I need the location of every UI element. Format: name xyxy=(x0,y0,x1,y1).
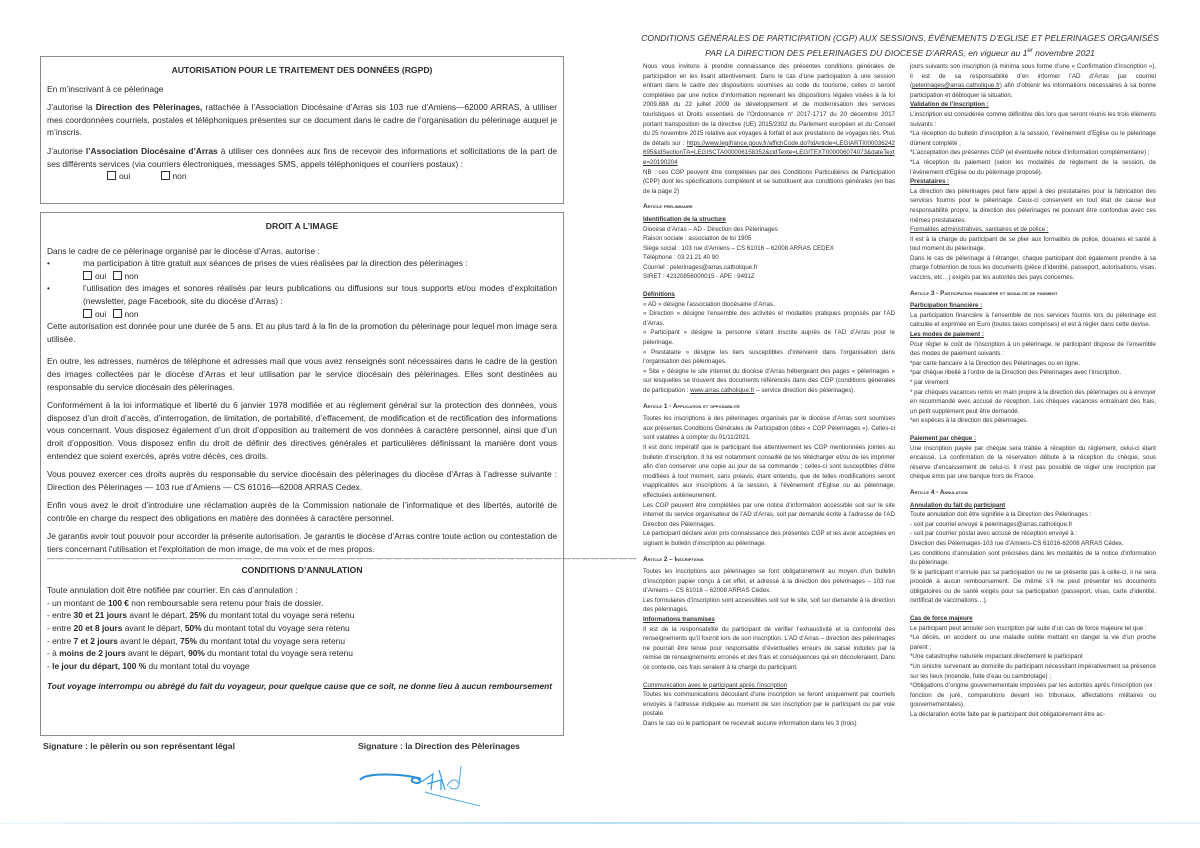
rgpd-section xyxy=(40,56,564,204)
cgp-intro xyxy=(643,62,895,168)
article-3-title: Article 3 - Participation financière et modalité de paiement xyxy=(910,289,1058,297)
cancellation-intro: Toute annulation doit être notifiée par courrier. En cas d’annulation : xyxy=(47,585,298,596)
ident-line: Courriel : pelerinages@arras.catholique.fr xyxy=(643,263,758,271)
direction-name: Direction des Pèlerinages, xyxy=(95,102,203,113)
providers-title: Prestataires : xyxy=(910,178,950,186)
text: Nous vous invitons à prendre connaissance des présentes conditions générales de participation en les lisant attentivement. Dans le cas d’une participation à une session entrant dans le cadre des dispositions soumises au code du tourisme, celles ci seront complétées par une notice d’information reprenant les dispositions légales visées à la loi 2009.888 du 22 juillet 2009 de développement et de modernisation des services touristiques et Droits essentiels de l’Ordonnance n° 2017-1717 du 20 décembre 2017 portant transposition de la directive (UE) 2015/2302 du Parlement européen et du Conseil du 25 novembre 2015 relative aux voyages à forfait et aux prestations de voyages liés. Plus de détails sur : xyxy=(643,63,895,147)
text: du montant total du voyage xyxy=(146,660,250,671)
cancellation-item xyxy=(47,609,557,622)
article-2-paragraph: Les formulaires d’inscription sont accessibles soit sur le site, soit sur demande à la direction des pèlerinages. xyxy=(643,596,895,614)
signature-direction-label: Signature : la Direction des Pèlerinages xyxy=(358,741,520,751)
photo-consent-options xyxy=(47,270,557,283)
bold-text: 20 et 8 jours xyxy=(73,623,123,634)
cheque-title: Paiement par chèque : xyxy=(910,434,977,442)
text: jours suivants son inscription (à minima sous forme d’une « Confirmation d’inscription »), il est de sa responsabilité d’en informer l’AD d’Arras par courriel ( xyxy=(910,63,1156,90)
bullet-icon: • xyxy=(47,283,50,294)
article-2-paragraph: Toutes les inscriptions aux pèlerinages se font obligatoirement au moyen d’un bulletin d’inscription papier conçu à cet effet, et adressé à la direction des pèlerinages – 103 rue d’Amiens – CS 61016 – 62008 ARRAS Cédex. xyxy=(643,568,895,595)
cancellation-item xyxy=(47,597,557,610)
force-majeure-line: *Un sinistre survenant au domicile du participant nécessitant impérativement sa présence sur les lieux (incendie, fuite d’eau ou cambriolage) ; xyxy=(910,663,1156,680)
cancellation-item xyxy=(47,647,557,660)
rgpd-non-option[interactable] xyxy=(161,170,187,183)
ident-line: Siège social : 103 rue d’Amiens – CS 61016 – 62008 ARRAS CEDEX xyxy=(643,244,834,252)
option-label: non xyxy=(172,171,187,182)
spacer xyxy=(643,282,895,290)
definition-item: « AD » désigne l’association diocésaine d’Arras. xyxy=(643,300,775,308)
handwritten-signature xyxy=(355,760,485,810)
article-1-paragraph: Le participant déclare avoir pris connaissance des présentes CGP et les avoir acceptées en signant le bulletin d’inscription au pèlerinage. xyxy=(643,530,895,547)
cancellation-title: CONDITIONS D’ANNULATION xyxy=(241,564,363,575)
article-1-title: Article 1 - Application et opposabilité xyxy=(643,402,740,410)
cancellation-item xyxy=(47,660,557,673)
cancellation-line: - soit par courrier postal avec accusé de réception envoyé à : xyxy=(910,530,1078,538)
text: - xyxy=(47,660,53,671)
website-link[interactable]: www.arras.catholique.fr xyxy=(690,387,755,394)
definition-item xyxy=(643,367,895,396)
cancellation-item xyxy=(47,635,557,648)
text: ) afin d’obtenir les informations nécessaires à sa bonne participation et débloquer la situation. xyxy=(910,82,1156,99)
signature-pilgrim-label: Signature : le pèlerin ou son représentant légal xyxy=(43,741,235,751)
article-1-paragraph: Toutes les inscriptions à des pèlerinages organisés par le diocèse d’Arras sont soumises aux présentes Conditions Générales de Participation (dites « CGP Pèlerinages »). Celles-ci sont valables à compter du 01/11/2021. xyxy=(643,415,895,442)
text: du montant total du voyage sera retenu xyxy=(196,635,345,646)
formalities-title: Formalités administratives, sanitaires et de police : xyxy=(910,226,1049,234)
text: - un montant de xyxy=(47,597,108,608)
info-transmitted-title: Informations transmises xyxy=(643,616,715,624)
cancellation-list xyxy=(47,584,557,672)
exercise-rights-paragraph: Vous pouvez exercer ces droits auprès du responsable du service diocésain des pèlerinages du diocèse d’Arras à l’adresse suivante : Direction des Pèlerinages — 103 rue d’Amiens — CS 61016—62008 ARRAS Cedex. xyxy=(47,469,557,492)
image-rights-title: DROIT A L’IMAGE xyxy=(265,221,339,231)
publication-non-option[interactable] xyxy=(113,309,139,319)
ident-line: Téléphone : 03 21 21 40 90 xyxy=(643,254,719,262)
validation-item: *L’acceptation des présentes CGP (et éventuelle notice d’information complémentaire) ; xyxy=(910,149,1150,157)
formalities-paragraph: Il est à la charge du participant de se plier aux formalités de police, douanes et santé à tout moment du pèlerinage. xyxy=(910,235,1156,253)
photo-non-option[interactable] xyxy=(113,271,139,281)
image-rights-intro: Dans le cadre de ce pèlerinage organisé par le diocèse d’Arras, autorise : xyxy=(47,245,320,256)
article-1-paragraph: Il est donc impératif que le participant lise attentivement les CGP mentionnées jointes au bulletin d’inscription. Il lui est notamment conseillé de les télécharger et/ou de les imprimer afin d’en conserver une copie au jour de sa commande ; celles-ci sont susceptibles d’être modifiées à tout moment, sans préavis, étant entendu, que de telles modifications seront inapplicables aux inscriptions à la session, à l’évènement d’Eglise ou au pèlerinage, effectuées antérieurement. xyxy=(643,443,895,499)
cancellation-participant-title: Annulation du fait du participant xyxy=(910,501,1006,509)
image-rights-section xyxy=(40,212,638,736)
checkbox-icon[interactable] xyxy=(83,309,92,318)
cancellation-line: Les conditions d’annulation sont précisées dans les modalités de la notice d’information du pèlerinage. xyxy=(910,549,1156,567)
financial-title: Participation financière : xyxy=(910,302,983,310)
info-transmitted-paragraph: Il est de la responsabilité du participant de vérifier l’exhaustivité et la conformité des renseignements qu’il fournit lors de son inscription. L’AD d’Arras – direction des pèlerinages ne pourrait être tenue pour responsable d’éventuelles erreurs de saisie induites par la remise de renseignements erronés et des frais et conséquences qui en découleraient. Dans ce contexte, ces frais seraient à la charge du participant. xyxy=(643,625,895,672)
definition-item: « Participant » désigne la personne s’étant inscrite auprès de l’AD d’Arras pour le pèlerinage. xyxy=(643,329,895,347)
force-majeure-line: *Obligations d’origine gouvernementale imposées par les autorités après l’inscription (ex : fonction de juré, comparutions devant les tribunaux, affectations militaires ou gouvernementales). xyxy=(910,682,1156,709)
bullet-icon: • xyxy=(47,258,50,269)
ident-line: Raison sociale : association de loi 1905 xyxy=(643,235,752,243)
bold-text: 75% xyxy=(180,635,197,646)
payment-mode-item: * par virement xyxy=(910,379,949,386)
text: rattachée à l’Association Diocésaine d’Arras sis 103 rue d’Amiens—62000 ARRAS, à utiliser mes coordonnées courriels, postales et téléphoniques présentes sur ce document dans le cadre de l’organisation du pèlerinage auquel je m’inscris. xyxy=(47,102,557,138)
bold-text: 50% xyxy=(184,623,202,634)
continuation-paragraph xyxy=(910,62,1156,100)
ident-line: Diocèse d’Arras – AD - Direction des Pèlerinages xyxy=(643,225,778,233)
law-paragraph: Conformément à la loi informatique et liberté du 6 janvier 1978 modifiée et au règlement général sur la protection des données, vous disposez d’un droit d’accès, d’interrogation, de limitation, de portabilité, d’effacement, de modification et de rectification des informations vous concernant. Vous disposez également d’un droit d’opposition au traitement de vos données à caractère personnel, ainsi que d’un droit d’opposition. Vous disposez enfin du droit de définir des directives générales et particulières définissant la manière dont vous entendez que soient exercés, après votre décès, ces droits. xyxy=(47,400,557,461)
bullet-text: ma participation à titre gratuit aux séances de prises de vues réalisées par la direction des pèlerinages : xyxy=(83,258,468,269)
cgp-column-left xyxy=(643,62,895,729)
force-majeure-line: *Une catastrophe naturelle impactant directement le participant xyxy=(910,653,1083,661)
rgpd-paragraph-1 xyxy=(47,101,557,139)
payment-mode-item: *par chèque libellé à l’ordre de la Direction des Pèlerinages avec l’inscription. xyxy=(910,369,1122,377)
validation-item: *La réception du bulletin d’inscription à la session, l’évènement d’Eglise ou le pèlerinage dûment complété ; xyxy=(910,130,1156,147)
validation-item: *La réception du paiement (selon les modalités de règlement de la session, de l’évènement d’Eglise ou du pèlerinage proposé). xyxy=(910,158,1156,176)
signature-stroke xyxy=(360,775,421,784)
payment-mode-item: *par carte bancaire à la Direction des Pèlerinages ou en ligne, xyxy=(910,359,1080,367)
text: non remboursable sera retenu pour frais de dossier. xyxy=(128,597,324,608)
option-label: non xyxy=(124,308,139,319)
option-label: oui xyxy=(95,270,107,281)
cheque-paragraph: Une inscription payée par chèque sera traitée à réception du règlement, celui-ci étant encaissé. La confirmation de la réservation débute à la réception du chèque, sous réserve d’encaissement de celui-ci. Il n’est pas possible de régler une inscription par chèque émis par une banque hors de France. xyxy=(910,444,1156,481)
text: J’autorise xyxy=(47,145,86,156)
checkbox-icon[interactable] xyxy=(83,271,92,280)
text: avant le départ, xyxy=(117,635,181,646)
definition-item: « Prestataire » désigne les tiers susceptibles d’intervenir dans l’organisation dans l’organisation des pèlerinages. xyxy=(643,348,895,366)
bullet-item xyxy=(47,282,557,307)
cancellation-item xyxy=(47,622,557,635)
bold-text: moins de 2 jours xyxy=(59,648,126,659)
payment-modes-intro: Pour régler le coût de l’inscription à un pèlerinage, le participant dispose de l’ensemble des modes de paiement suivants : xyxy=(910,340,1156,358)
force-majeure-line: *Le décès, un accident ou une maladie subite mettant en danger la vie d’un proche parent ; xyxy=(910,634,1156,651)
option-label: oui xyxy=(119,171,131,182)
payment-mode-item: * par chèques vacances remis en main propre à la direction des pèlerinages ou à envoyer en recommandé avec accusé de réception. Les chèques vacances entraînant des frais, un petit supplément peut être demandé. xyxy=(910,388,1156,415)
cgp-title-line-1: CONDITIONS GÉNÉRALES DE PARTICIPATION (CGP) AUX SESSIONS, ÉVÉNEMENTS D’EGLISE ET PELERINAGES ORGANISÉS xyxy=(641,33,1159,43)
checkbox-icon[interactable] xyxy=(113,309,122,318)
definitions-title: Définitions xyxy=(643,291,675,299)
article-2-title: Article 2 – Inscriptions xyxy=(643,555,704,563)
payment-mode-item: *en espèces à la direction des pèlerinages. xyxy=(910,417,1028,425)
cancellation-line: Direction des Pèlerinages-103 rue d’Amiens-CS 61016-62008 ARRAS Cédex. xyxy=(910,539,1124,547)
text: à utiliser ces données aux fins de recevoir des informations et sollicitations de la part de ses différents services (via courriers électroniques, messages SMS, appels téléphoniques et courriers postaux) : xyxy=(47,145,558,169)
bold-text: 7 et 2 jours xyxy=(73,635,118,646)
communication-paragraph: Toutes les communications découlant d’une inscription se feront uniquement par courriels envoyés à l’adresse indiquée au moment de son inscription par le participant ou par voie postale. xyxy=(643,691,895,718)
email-link[interactable]: pelerinages@arras.catholique.fr xyxy=(912,82,1000,90)
cancellation-footnote: Tout voyage interrompu ou abrégé du fait du voyageur, pour quelque cause que ce soit, ne donne lieu à aucun remboursement xyxy=(47,681,553,692)
providers-paragraph: La direction des pèlerinages peut faire appel à des prestataires pour la fabrication des services fournis pour le pèlerinage. Ceux-ci conservent en tout état de cause leur responsabilité propre, la direction des pèlerinages ne pouvant être confondue avec ces mêmes prestataires. xyxy=(910,187,1156,224)
bold-text: le jour du départ, 100 % xyxy=(52,660,147,671)
association-name: l’Association Diocésaine d’Arras xyxy=(85,145,218,156)
rgpd-intro: En m’inscrivant à ce pèlerinage xyxy=(47,83,164,94)
validation-intro: L’inscription est considérée comme définitive dès lors que seront réunis les trois éléments suivants : xyxy=(910,110,1156,128)
scan-edge-line xyxy=(0,822,1200,824)
text: « Site » désigne le site internet du diocèse d’Arras hébergeant des pages « pèlerinages » sur lesquelles se trouvent des documents référencés dans des CGP (conditions générales de participation : xyxy=(643,367,895,394)
legifrance-link[interactable]: https://www.legifrance.gouv.fr/affichCode.do?idArticle=LEGIARTI000036242695&idSectionTA=LEGISCTA000006158352&cidTexte=LEGITEXT000006074073&dateTexte=20190204 xyxy=(643,139,895,166)
text: avant le départ, xyxy=(127,610,190,621)
bullet-text: l’utilisation des images et sonores réalisés par leurs publications ou diffusions sur tous supports et/ou modes d’exploitation (newsletter, page Facebook, site du diocèse d’Arras) : xyxy=(83,283,557,306)
cancellation-line: - soit par courriel envoyé à pelerinages@arras.catholique.fr xyxy=(910,520,1073,528)
spacer xyxy=(910,606,1156,614)
checkbox-icon[interactable] xyxy=(161,171,170,180)
bullet-item xyxy=(47,257,557,270)
text: - à xyxy=(47,648,60,659)
article-1-paragraph: Les CGP peuvent être complétées par une notice d’information accessible soit sur le site internet du service organisateur de l’AD d’Arras, soit par demande écrite à l’adresse de l’AD Direction des Pèlerinages. xyxy=(643,501,895,528)
option-label: non xyxy=(124,270,139,281)
text: – service direction des pèlerinages). xyxy=(754,387,856,394)
publication-oui-option[interactable] xyxy=(83,309,106,319)
formalities-paragraph: Dans le cas de pèlerinage à l’étranger, chaque participant doit également prendre à sa charge l’obtention de tous les documents (pièce d’identité, passeport, autorisations, visas, vaccins, etc…) exigés par les autorités des pays concernés. xyxy=(910,254,1156,282)
separator-line: ——————————————————————————————————————————————————————————————— xyxy=(47,552,638,563)
cgp-title-line-2 xyxy=(600,45,1200,60)
article-4-title: Article 4 - Annulation xyxy=(910,488,968,496)
communication-paragraph: Dans le cas où le participant ne recevrait aucune information dans les 3 (trois) xyxy=(643,720,857,727)
text: du montant total du voyage sera retenu xyxy=(201,623,350,634)
payment-modes-title: Les modes de paiement : xyxy=(910,331,984,339)
text: - entre xyxy=(47,610,74,621)
photo-oui-option[interactable] xyxy=(83,271,106,281)
article-preliminary-title: Article préliminaire xyxy=(643,203,693,211)
bold-text: 25% xyxy=(189,610,207,621)
bold-text: 30 et 21 jours xyxy=(73,610,128,621)
text: avant le départ, xyxy=(125,648,189,659)
force-majeure-line: La déclaration écrite faite par le participant doit obligatoirement être ac- xyxy=(910,711,1106,718)
financial-paragraph: La participation financière à l’ensemble de nos services fournis lors du pèlerinage est calculée et exprimée en Euro (toutes taxes comprises) et est à régler dans cette devise. xyxy=(910,311,1156,329)
validation-title: Validation de l’inscription : xyxy=(910,101,989,109)
right-page xyxy=(600,0,1200,848)
rgpd-oui-option[interactable] xyxy=(107,170,130,183)
bold-text: 90% xyxy=(188,648,205,659)
force-majeure-title: Cas de force majeure xyxy=(910,615,973,623)
text: du montant total du voyage sera retenu xyxy=(204,648,353,659)
signature-stroke xyxy=(425,766,480,806)
checkbox-icon[interactable] xyxy=(113,271,122,280)
spacer xyxy=(910,426,1156,434)
bold-text: 100 € xyxy=(108,597,129,608)
text: du montant total du voyage sera retenu xyxy=(206,610,355,621)
cancellation-line: Toute annulation doit être signifiée à la Direction des Pèlerinages : xyxy=(910,511,1092,519)
checkbox-icon[interactable] xyxy=(107,171,116,180)
cgp-title xyxy=(600,32,1200,60)
force-majeure-line: Le participant peut annuler son inscription par suite d’un cas de force majeure tel que : xyxy=(910,624,1147,632)
text: J’autorise la xyxy=(47,102,96,113)
rgpd-consent-options xyxy=(47,170,557,183)
cgp-nb: NB : ces CGP peuvent être complétées par des Conditions Particulières de Participation (CPP) dont les spécifications complètent et se substituent aux conditions générales (en bas de la page 2) xyxy=(643,168,895,195)
cancellation-line: Si le participant n’annule pas sa participation ou ne se présente pas à celle-ci, il ne sera procédé à aucun remboursement. De même s’il ne peut présenter les documents obligatoires ou de santé exigés pour sa participation (passeport, visas, carte d’identité, certificat de vaccinations…). xyxy=(910,568,1156,605)
cnil-paragraph: Enfin vous avez le droit d’introduire une réclamation auprès de la Commission nationale de l’informatique et des libertés, autorité de contrôle en charge du respect des obligations en matière des données à caractère personnel. xyxy=(47,500,557,523)
guarantee-paragraph: Je garantis avoir tout pouvoir pour accorder la présente autorisation. Je garantis le diocèse d’Arras contre toute action ou contestation de tiers concernant l'utilisation et l'exploitation de mon image, de ma voix et de mes propos. xyxy=(47,531,557,555)
communication-title: Communication avec le participant après l’inscription xyxy=(643,681,788,689)
addresses-paragraph: En outre, les adresses, numéros de téléphone et adresses mail que vous avez renseignés sont nécessaires dans le cadre de la gestion des images collectées par le diocèse d’Arras et leur utilisation par le service diocésain des pèlerinages. Elles sont destinées au responsable du service diocésain des pèlerinages. xyxy=(47,356,557,392)
identification-title: Identification de la structure xyxy=(643,215,726,223)
superscript: er xyxy=(1027,48,1033,54)
duration-paragraph: Cette autorisation est donnée pour une durée de 5 ans. Et au plus tard à la fin de la promotion du pèlerinage pour lequel mon image sera utilisée. xyxy=(47,321,557,344)
text: - entre xyxy=(47,623,74,634)
signature-stroke xyxy=(421,770,445,790)
definition-item: « Direction » désigne l’ensemble des activités et modalités pratiques proposés par l’AD d’Arras. xyxy=(643,310,895,327)
text: avant le départ, xyxy=(122,623,185,634)
publication-consent-options xyxy=(47,308,557,321)
rgpd-paragraph-2 xyxy=(47,145,557,170)
spacer xyxy=(643,673,895,681)
rgpd-title: AUTORISATION POUR LE TRAITEMENT DES DONNÉES (RGPD) xyxy=(171,65,433,75)
text: novembre 2021 xyxy=(1032,47,1095,58)
text: - entre xyxy=(47,635,74,646)
ident-line: SIRET : 42320856000015 - APE : 9491Z xyxy=(643,273,755,281)
text: PAR LA DIRECTION DES PELERINAGES DU DIOCESE D’ARRAS, en vigueur au 1 xyxy=(705,47,1028,58)
option-label: oui xyxy=(95,308,107,319)
cgp-column-right xyxy=(910,62,1156,720)
